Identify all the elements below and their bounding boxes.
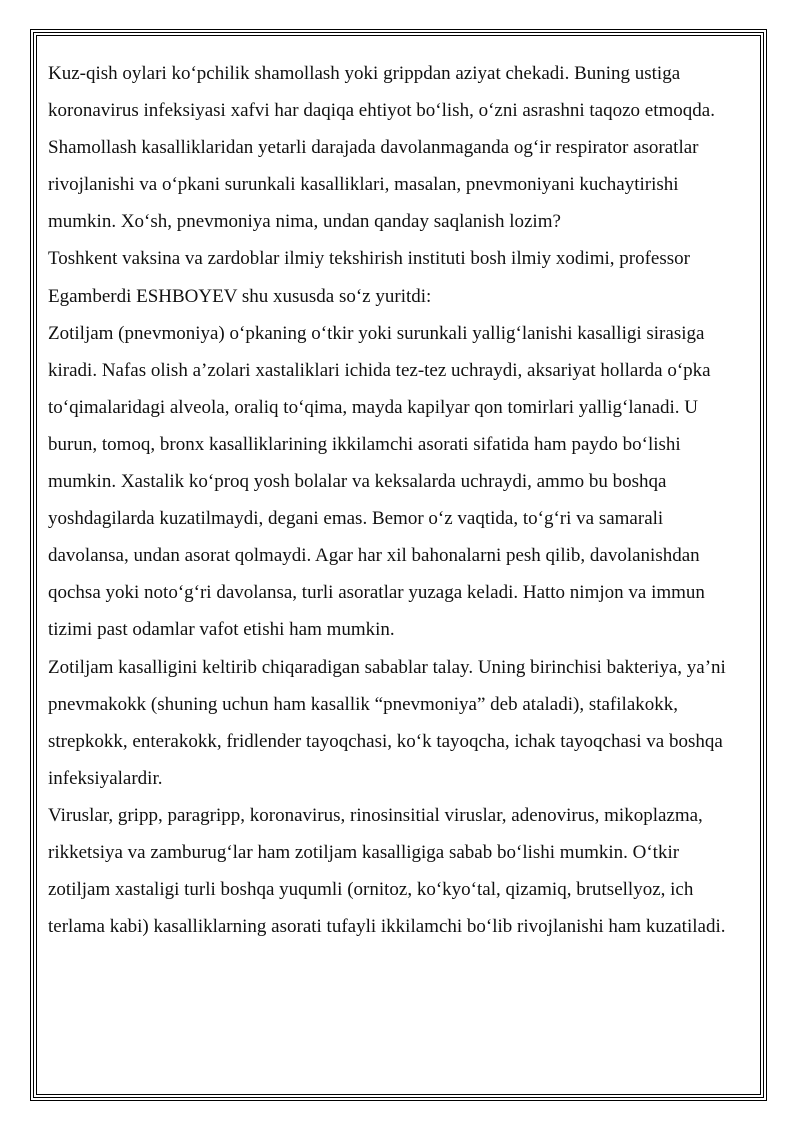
paragraph-causes: Zotiljam kasalligini keltirib chiqaradigan sabablar talay. Uning birinchisi bakteriya, ya’ni pnevmakokk (shuning uchun ham kasallik “pnevmoniya” deb ataladi), stafilakokk, strepkokk, enterakokk, fridlender tayoqchasi, ko‘k tayoqcha, ichak tayoqchasi va boshqa infeksiyalardir. bbox=[48, 656, 726, 789]
paragraph-viruses: Viruslar, gripp, paragripp, koronavirus, rinosinsitial viruslar, adenovirus, mikoplazma, rikketsiya va zamburug‘lar ham zotiljam kasalligiga sabab bo‘lishi mumkin. O‘tkir zotiljam xastaligi turli boshqa yuqumli (ornitoz, ko‘kyo‘tal, qizamiq, brutsellyoz, ich terlama kabi) kasalliklarning asorati tufayli ikkilamchi bo‘lib rivojlanishi ham kuzatiladi. bbox=[48, 804, 726, 938]
paragraph-intro: Kuz-qish oylari ko‘pchilik shamollash yoki grippdan aziyat chekadi. Buning ustiga koronavirus infeksiyasi xafvi har daqiqa ehtiyot bo‘lish, o‘zni asrashni taqozo etmoqda. Shamollash kasalliklaridan yetarli darajada davolanmaganda og‘ir respirator asoratlar rivojlanishi va o‘pkani surunkali kasalliklari, masalan, pnevmoniyani kuchaytirishi mumkin. Xo‘sh, pnevmoniya nima, undan qanday saqlanish lozim? bbox=[48, 63, 715, 233]
document-body bbox=[48, 55, 738, 945]
paragraph-source: Toshkent vaksina va zardoblar ilmiy tekshirish instituti bosh ilmiy xodimi, professor Egamberdi ESHBOYEV shu xususda so‘z yuritdi: bbox=[48, 248, 690, 307]
paragraph-definition: Zotiljam (pnevmoniya) o‘pkaning o‘tkir yoki surunkali yallig‘lanishi kasalligi sirasiga kiradi. Nafas olish a’zolari xastaliklari ichida tez-tez uchraydi, aksariyat hollarda o‘pka to‘qimalaridagi alveola, oraliq to‘qima, mayda kapilyar qon tomirlari yallig‘lanadi. U burun, tomoq, bronx kasalliklarining ikkilamchi asorati sifatida ham paydo bo‘lishi mumkin. Xastalik ko‘proq yosh bolalar va keksalarda uchraydi, ammo bu boshqa yoshdagilarda kuzatilmaydi, degani emas. Bemor o‘z vaqtida, to‘g‘ri va samarali davolansa, undan asorat qolmaydi. Agar har xil bahonalarni pesh qilib, davolanishdan qochsa yoki noto‘g‘ri davolansa, turli asoratlar yuzaga keladi. Hatto nimjon va immun tizimi past odamlar vafot etishi ham mumkin. bbox=[48, 322, 711, 641]
